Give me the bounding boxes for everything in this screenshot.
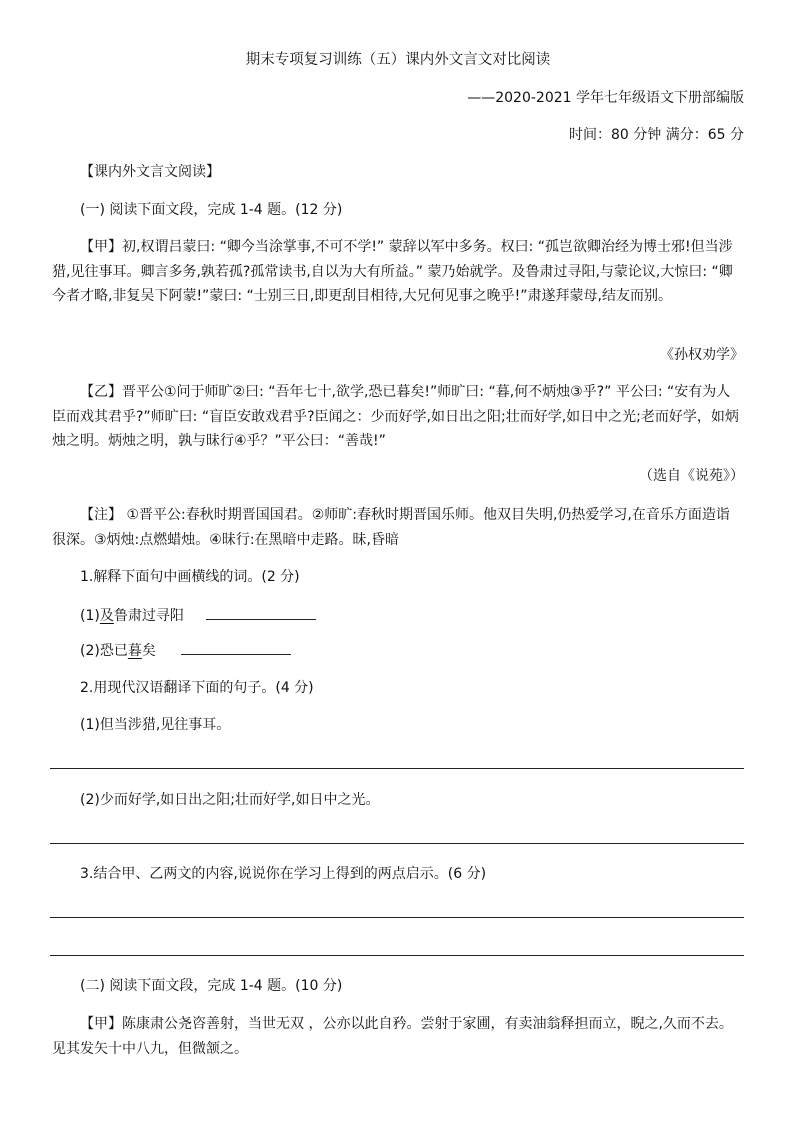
part1-notes: 【注】 ①晋平公:春秋时期晋国国君。②师旷:春秋时期晋国乐师。他双目失明,仍热爱学习,在音乐方面造诣很深。③炳烛:点燃蜡烛。④昧行:在黑暗中走路。昧,昏暗 — [52, 507, 730, 548]
section-heading: 【课内外文言文阅读】 — [80, 164, 220, 180]
question-2: 2.用现代汉语翻译下面的句子。(4 分) — [80, 680, 314, 696]
underlined-word: 暮 — [127, 643, 142, 659]
part1-passage-yi: 【乙】晋平公①问于师旷②曰: “吾年七十,欲学,恐已暮矣!”师旷曰: “暮,何不炳烛③乎?” 平公曰: “安有为人臣而戏其君乎?”师旷曰: “盲臣安敢戏君乎?臣闻之：少而好学,如日出之阳;壮而好学,如日中之光;老而好学，如炳烛之明。炳烛之明，孰与昧行④乎？”平公曰：“善哉!” — [52, 384, 739, 449]
question-1-item-2: (2)恐已暮矣 — [80, 640, 772, 661]
time-score-info: 时间：80 分钟 满分：65 分 — [569, 127, 744, 143]
part1-intro: (一) 阅读下面文段，完成 1-4 题。(12 分) — [80, 202, 343, 218]
answer-line[interactable] — [50, 843, 744, 844]
answer-blank[interactable] — [206, 605, 316, 620]
answer-line[interactable] — [50, 955, 744, 956]
question-2-item-2: (2)少而好学,如日出之阳;壮而好学,如日中之光。 — [80, 792, 380, 808]
part2-passage-jia: 【甲】陈康肃公尧咨善射，当世无双 ，公亦以此自矜。尝射于家圃，有卖油翁释担而立，睨之,久而不去。见其发矢十中八九，但微颔之。 — [52, 1016, 733, 1057]
answer-line[interactable] — [50, 768, 744, 769]
question-1: 1.解释下面句中画横线的词。(2 分) — [80, 569, 300, 585]
question-2-item-1: (1)但当涉猎,见往事耳。 — [80, 717, 231, 733]
page-title: 期末专项复习训练（五）课内外文言文对比阅读 — [245, 52, 551, 68]
part1-passage-jia: 【甲】初,权谓吕蒙曰: “卿今当涂掌事,不可不学!” 蒙辞以军中多务。权曰: “孤岂欲卿治经为博士邪!但当涉猎,见往事耳。卿言多务,孰若孤?孤常读书,自以为大有所益。” 蒙乃始就学。及鲁肃过寻阳,与蒙论议,大惊曰: “卿今者才略,非复吴下阿蒙!”蒙曰: “士别三日,即更刮目相待,大兄何见事之晚乎!”肃遂拜蒙母,结友而别。 — [52, 239, 733, 304]
question-1-item-1: (1)及鲁肃过寻阳 — [80, 605, 772, 626]
part1-yi-source: （选自《说苑》） — [639, 468, 744, 484]
answer-blank[interactable] — [181, 640, 291, 655]
page-subtitle: ——2020-2021 学年七年级语文下册部编版 — [467, 90, 744, 106]
part2-intro: (二) 阅读下面文段，完成 1-4 题。(10 分) — [80, 978, 343, 994]
question-3: 3.结合甲、乙两文的内容,说说你在学习上得到的两点启示。(6 分) — [80, 866, 487, 882]
part1-jia-source: 《孙权劝学》 — [660, 347, 744, 363]
underlined-word: 及 — [99, 608, 114, 624]
answer-line[interactable] — [50, 917, 744, 918]
